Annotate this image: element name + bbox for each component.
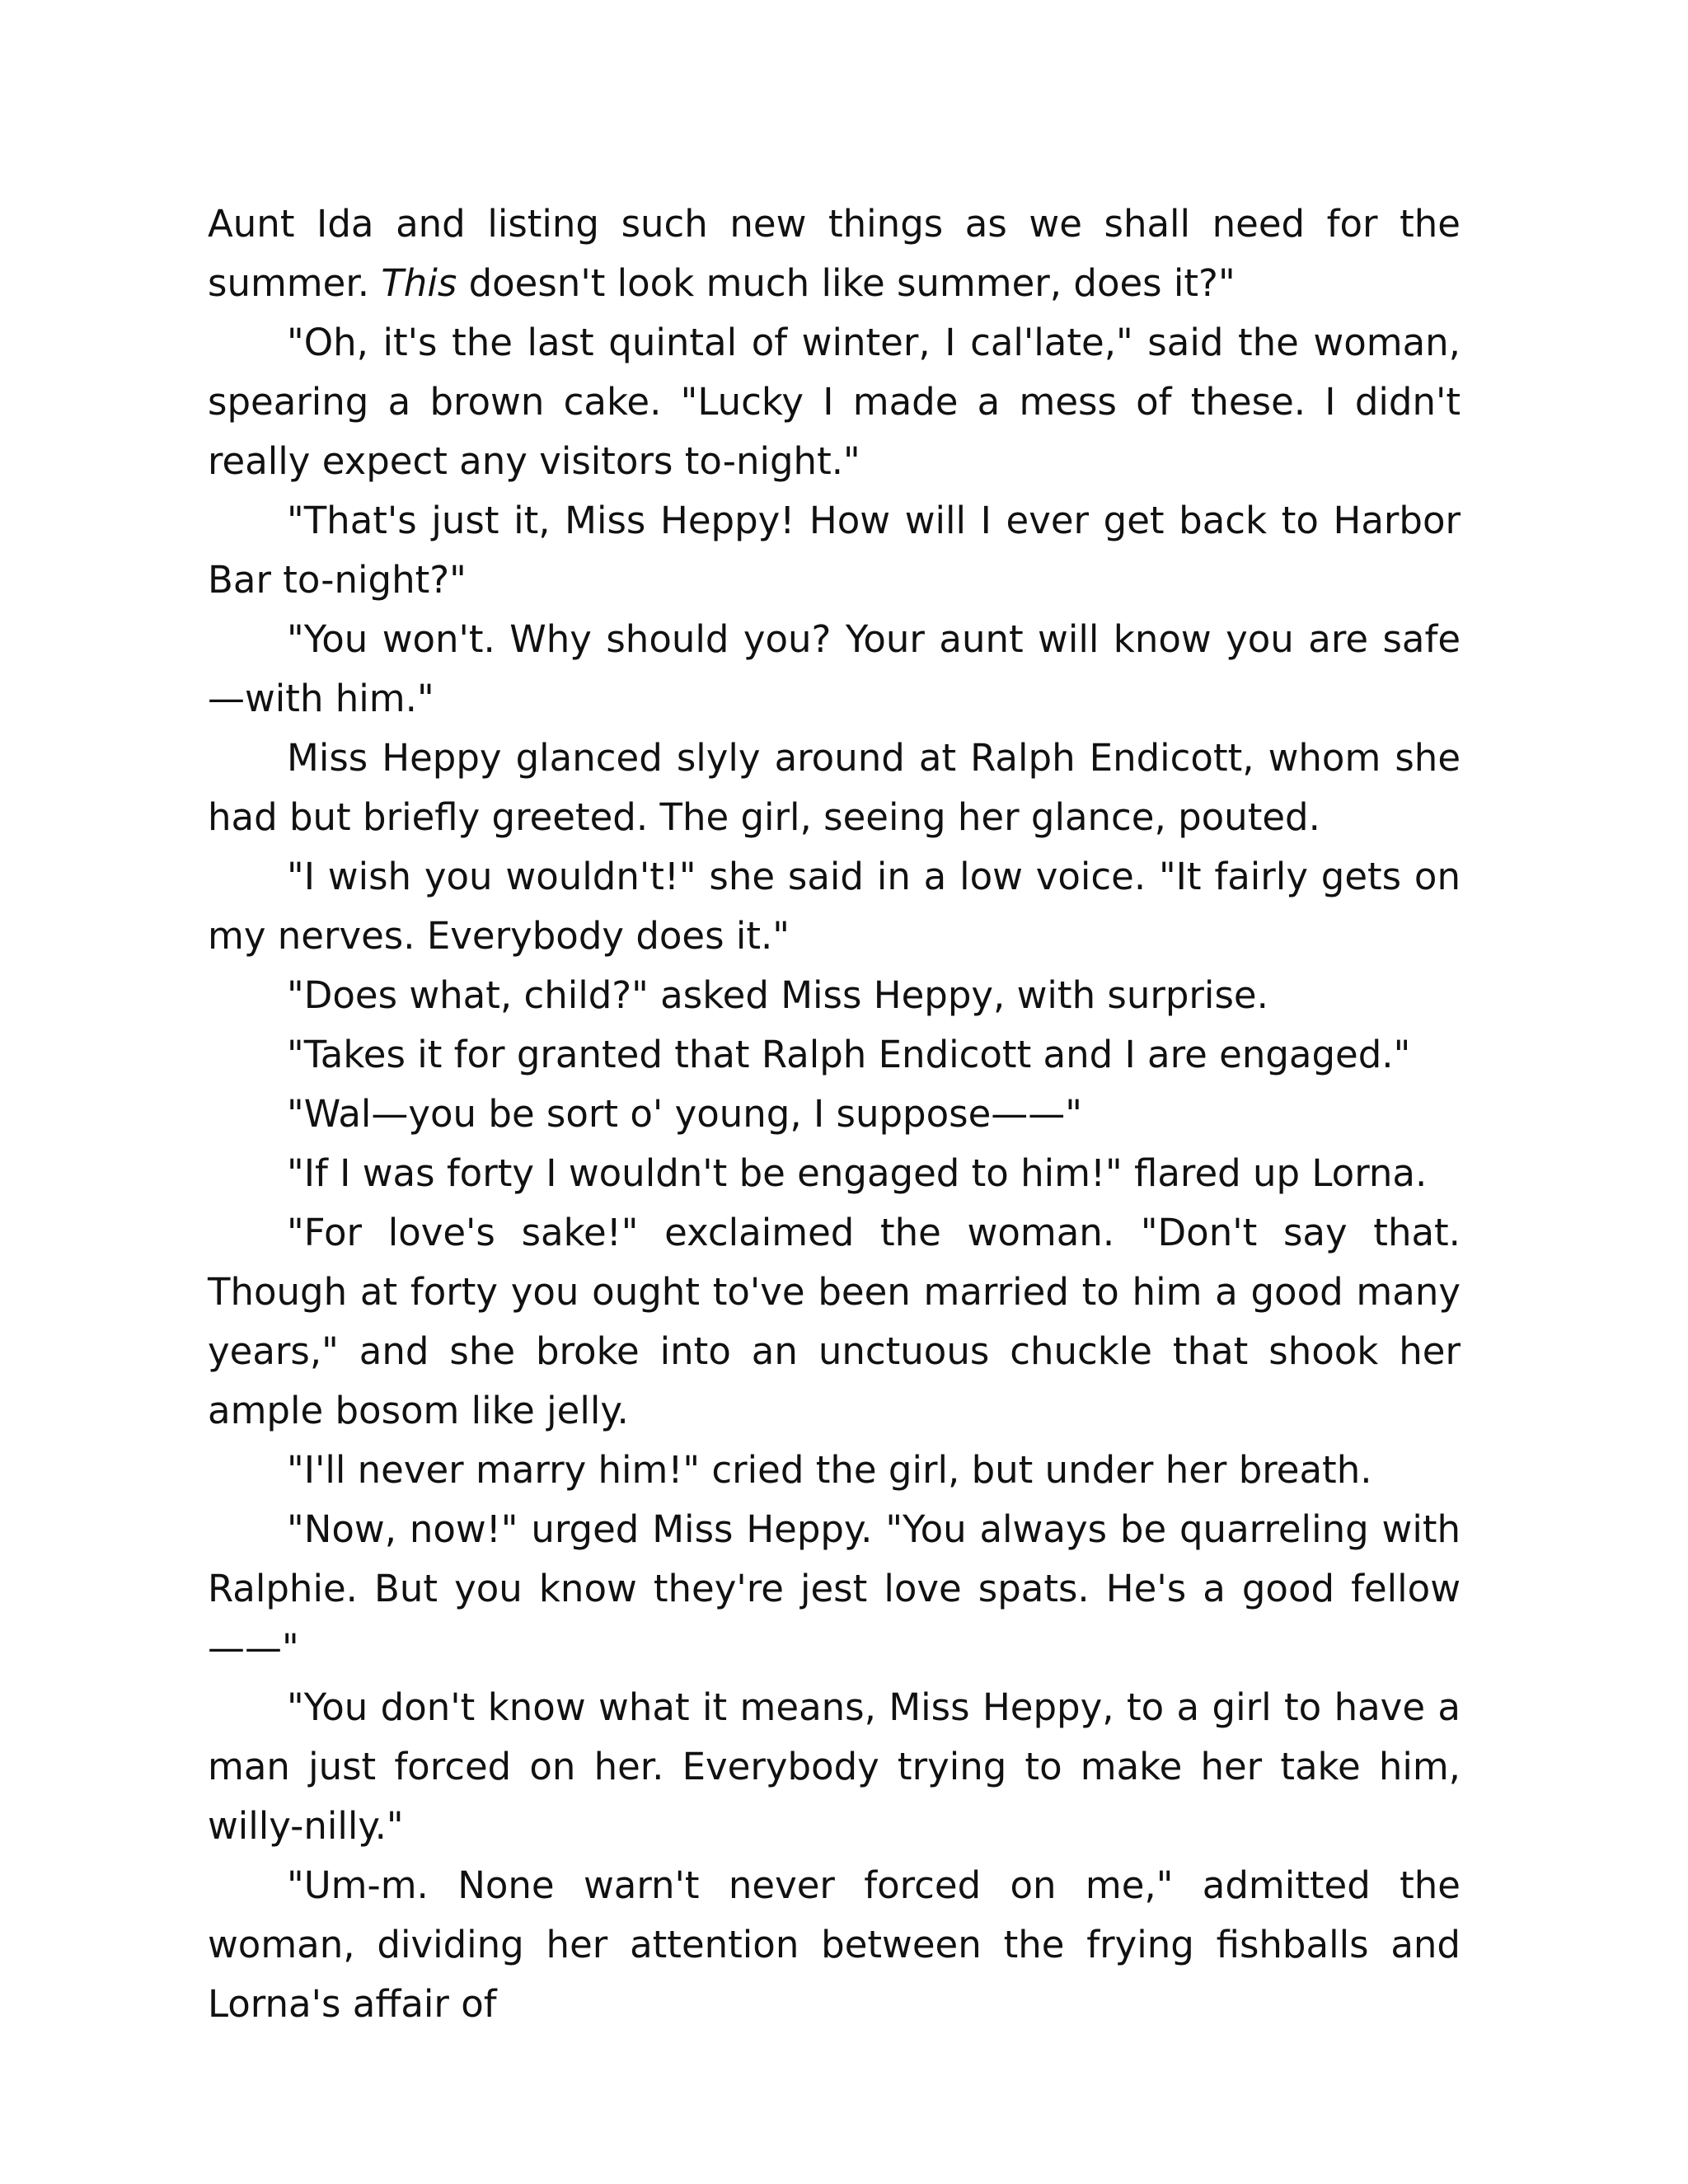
paragraph bbox=[208, 966, 1461, 1025]
paragraph-text: "Um-m. None warn't never forced on me," admitted the woman, dividing her attention between the frying fishballs and Lorna's affair of bbox=[208, 1863, 1461, 2026]
page-body bbox=[208, 194, 1461, 2034]
paragraph bbox=[208, 194, 1461, 313]
paragraph bbox=[208, 847, 1461, 966]
paragraph bbox=[208, 1500, 1461, 1678]
paragraph bbox=[208, 610, 1461, 729]
paragraph bbox=[208, 1025, 1461, 1085]
paragraph-text: doesn't look much like summer, does it?" bbox=[457, 261, 1236, 305]
paragraph-text: "If I was forty I wouldn't be engaged to him!" flared up Lorna. bbox=[287, 1151, 1428, 1195]
paragraph-text: "Wal—you be sort o' young, I suppose——" bbox=[287, 1092, 1082, 1136]
paragraph-text: "I wish you wouldn't!" she said in a low voice. "It fairly gets on my nerves. Everybody does it." bbox=[208, 855, 1461, 958]
paragraph bbox=[208, 491, 1461, 610]
paragraph-text: "I'll never marry him!" cried the girl, but under her breath. bbox=[287, 1448, 1372, 1492]
paragraph bbox=[208, 1678, 1461, 1856]
paragraph bbox=[208, 313, 1461, 491]
paragraph-text: "You won't. Why should you? Your aunt will know you are safe—with him." bbox=[208, 617, 1461, 720]
paragraph-text: "Does what, child?" asked Miss Heppy, with surprise. bbox=[287, 973, 1268, 1017]
paragraph-text: "You don't know what it means, Miss Heppy, to a girl to have a man just forced on her. Everybody trying to make her take him, willy-nilly." bbox=[208, 1685, 1461, 1848]
paragraph-text: Miss Heppy glanced slyly around at Ralph Endicott, whom she had but briefly greeted. The girl, seeing her glance, pouted. bbox=[208, 736, 1461, 839]
paragraph bbox=[208, 729, 1461, 847]
paragraph bbox=[208, 1085, 1461, 1144]
paragraph-text: Aunt Ida and listing such new things as we shall need for the summer. bbox=[208, 202, 1461, 305]
paragraph bbox=[208, 1441, 1461, 1500]
italic-text: This bbox=[381, 261, 457, 305]
paragraph bbox=[208, 1856, 1461, 2034]
paragraph-text: "For love's sake!" exclaimed the woman. "Don't say that. Though at forty you ought to've been married to him a good many years," and she broke into an unctuous chuckle that shook her ample bosom like jelly. bbox=[208, 1211, 1461, 1432]
paragraph-text: "Now, now!" urged Miss Heppy. "You always be quarreling with Ralphie. But you know they're jest love spats. He's a good fellow——" bbox=[208, 1507, 1461, 1670]
paragraph bbox=[208, 1144, 1461, 1203]
paragraph-text: "That's just it, Miss Heppy! How will I ever get back to Harbor Bar to-night?" bbox=[208, 499, 1461, 602]
paragraph-text: "Takes it for granted that Ralph Endicott and I are engaged." bbox=[287, 1033, 1411, 1076]
paragraph-text: "Oh, it's the last quintal of winter, I cal'late," said the woman, spearing a brown cake. "Lucky I made a mess of these. I didn't really expect any visitors to-night." bbox=[208, 321, 1461, 483]
paragraph bbox=[208, 1203, 1461, 1441]
